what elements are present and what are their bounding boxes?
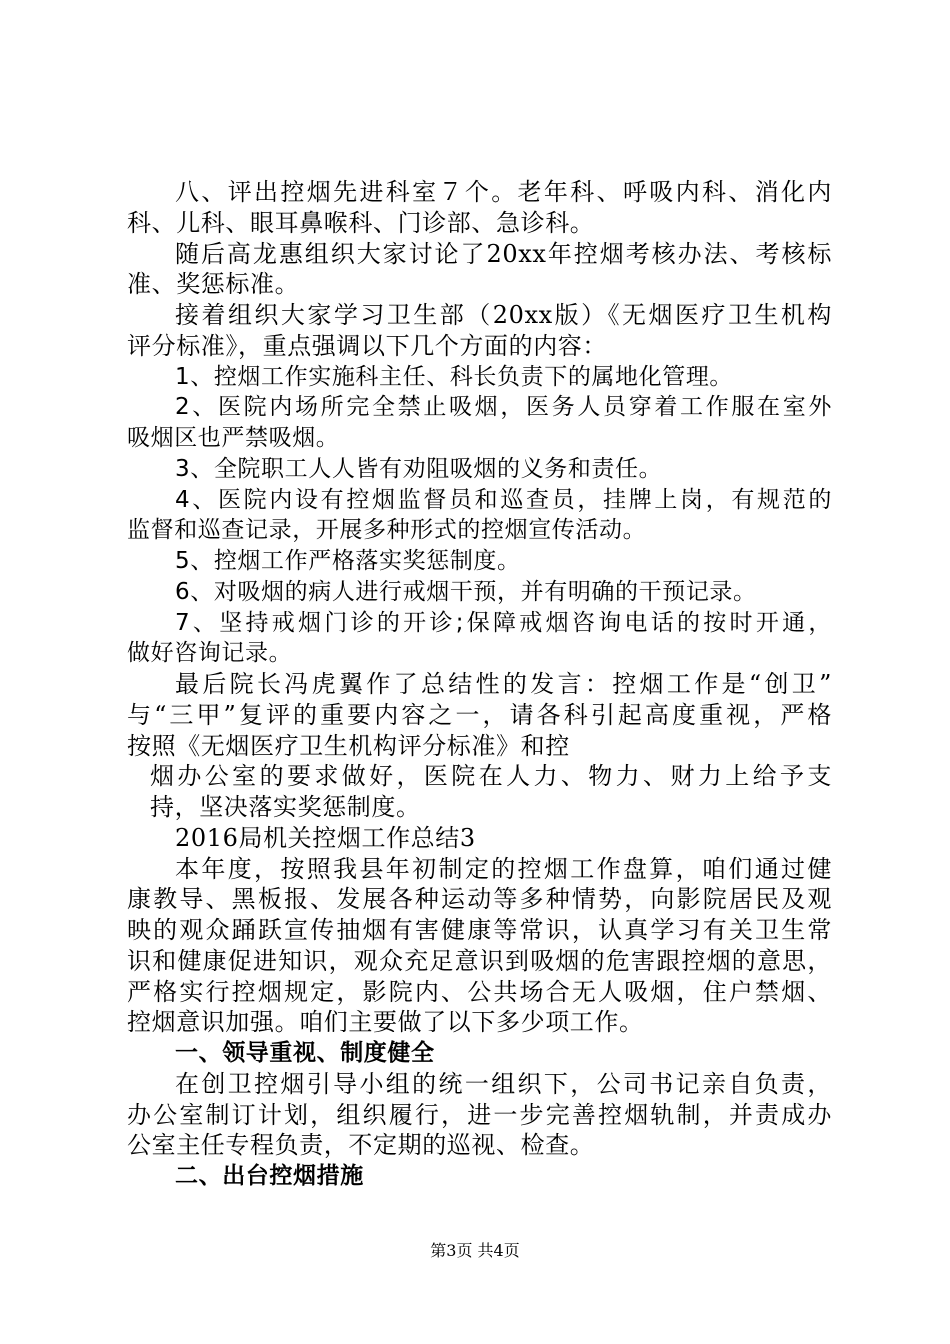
paragraph-line: 准、奖惩标准。 xyxy=(127,270,300,298)
paragraph-line: 康教导、黑板报、发展各种运动等多种情势，向影院居民及观 xyxy=(127,885,832,913)
paragraph-line: 烟办公室的要求做好，医院在人力、物力、财力上给予支 xyxy=(150,762,832,790)
list-item: 4、医院内设有控烟监督员和巡查员，挂牌上岗，有规范的 xyxy=(175,487,832,513)
paragraph-line: 办公室制订计划，组织履行，进一步完善控烟轨制，并责成办 xyxy=(127,1101,832,1129)
page-footer: 第3页 共4页 xyxy=(430,1241,520,1260)
paragraph-line: 最后院长冯虎翼作了总结性的发言：控烟工作是“创卫” xyxy=(175,670,832,698)
paragraph-line: 随后高龙惠组织大家讨论了20xx年控烟考核办法、考核标 xyxy=(175,240,832,268)
list-item: 做好咨询记录。 xyxy=(127,640,293,666)
section-heading: 一、领导重视、制度健全 xyxy=(175,1040,435,1066)
paragraph-line: 科、儿科、眼耳鼻喉科、门诊部、急诊科。 xyxy=(127,209,595,237)
list-item: 监督和巡查记录，开展多种形式的控烟宣传活动。 xyxy=(127,517,647,543)
list-item: 1、控烟工作实施科主任、科长负责下的属地化管理。 xyxy=(175,364,734,390)
section-heading: 二、出台控烟措施 xyxy=(175,1163,364,1189)
list-item: 5、控烟工作严格落实奖惩制度。 xyxy=(175,548,521,574)
paragraph-line: 八、评出控烟先进科室７个。老年科、呼吸内科、消化内 xyxy=(175,178,832,206)
paragraph-line: 持，坚决落实奖惩制度。 xyxy=(150,793,421,821)
paragraph-line: 与“三甲”复评的重要内容之一，请各科引起高度重视，严格 xyxy=(127,701,832,729)
paragraph-line: 映的观众踊跃宣传抽烟有害健康等常识，认真学习有关卫生常 xyxy=(127,916,832,944)
list-item: 7、坚持戒烟门诊的开诊;保障戒烟咨询电话的按时开通， xyxy=(175,610,832,636)
list-item: 2、医院内场所完全禁止吸烟，医务人员穿着工作服在室外 xyxy=(175,394,832,420)
paragraph-line: 控烟意识加强。咱们主要做了以下多少项工作。 xyxy=(127,1008,644,1036)
paragraph-line: 识和健康促进知识，观众充足意识到吸烟的危害跟控烟的意思， xyxy=(127,947,832,975)
list-item: 吸烟区也严禁吸烟。 xyxy=(127,425,340,451)
paragraph-line: 接着组织大家学习卫生部（20xx版）《无烟医疗卫生机构 xyxy=(175,301,832,329)
section-heading: 2016局机关控烟工作总结3 xyxy=(175,824,476,852)
paragraph-line: 评分标准》，重点强调以下几个方面的内容： xyxy=(127,332,607,360)
list-item: 6、对吸烟的病人进行戒烟干预，并有明确的干预记录。 xyxy=(175,579,757,605)
paragraph-line: 在创卫控烟引导小组的统一组织下，公司书记亲自负责， xyxy=(175,1070,832,1098)
list-item: 3、全院职工人人皆有劝阻吸烟的义务和责任。 xyxy=(175,456,663,482)
paragraph-line: 严格实行控烟规定，影院内、公共场合无人吸烟，住户禁烟、 xyxy=(127,978,832,1006)
paragraph-line: 公室主任专程负责，不定期的巡视、检查。 xyxy=(127,1131,595,1159)
paragraph-line: 本年度，按照我县年初制定的控烟工作盘算，咱们通过健 xyxy=(175,855,832,883)
paragraph-line: 按照《无烟医疗卫生机构评分标准》和控 xyxy=(127,732,570,760)
